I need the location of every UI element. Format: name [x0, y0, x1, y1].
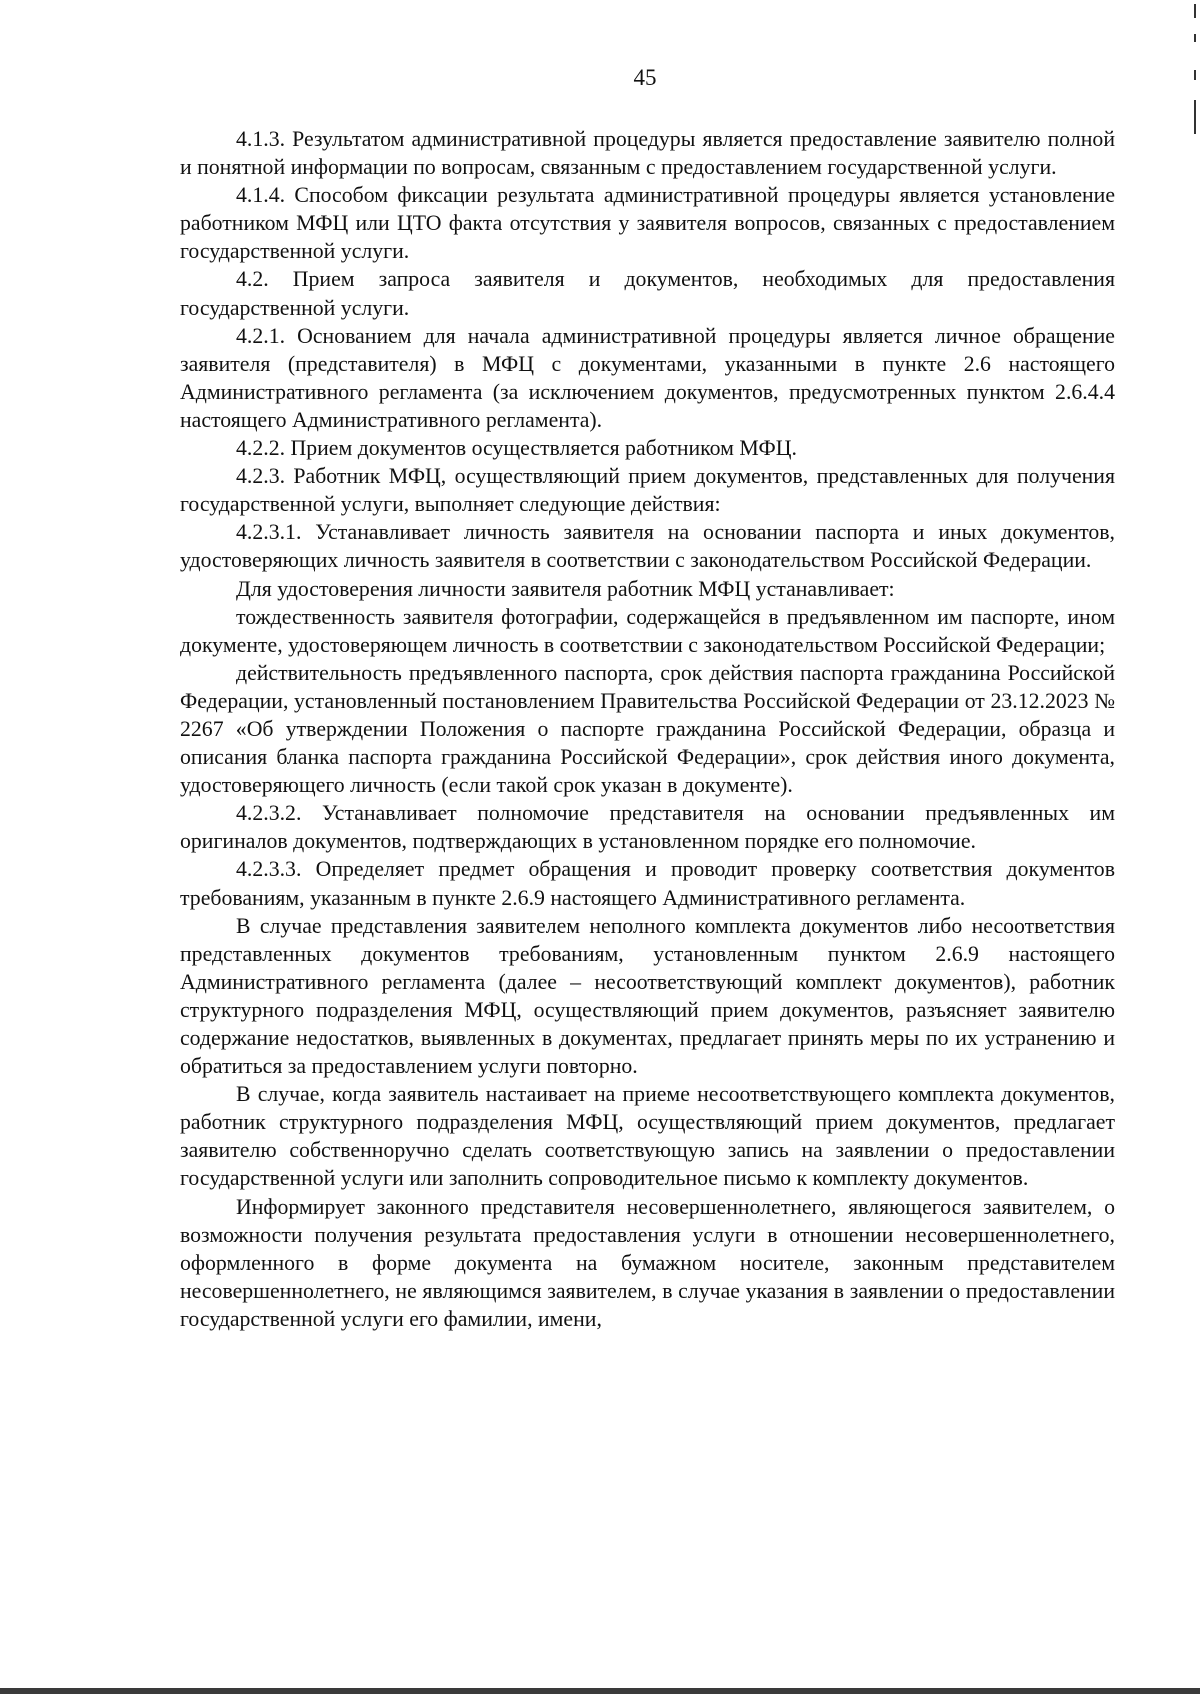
- scan-edge-marks: [1188, 0, 1200, 150]
- paragraph-4-2-2: 4.2.2. Прием документов осуществляется работником МФЦ.: [236, 436, 797, 461]
- paragraph-4-2-3: 4.2.3. Работник МФЦ, осуществляющий прием документов, представленных для получения государственной услуги, выполняет следующие действия:: [180, 464, 1115, 517]
- scan-mark: [1194, 70, 1196, 80]
- scan-mark: [1194, 34, 1196, 42]
- paragraph-minor-representative: Информирует законного представителя несовершеннолетнего, являющегося заявителем, о возможности получения результата предоставления услуги в отношении несовершеннолетнего, оформленного в форме документа на бумажном носителе, законным представителем несовершеннолетнего, не являющимся заявителем, в случае указания в заявлении о предоставлении государственной услуги его фамилии, имени,: [180, 1194, 1115, 1331]
- page-number: 45: [633, 65, 657, 90]
- paragraph-4-2-3-3: 4.2.3.3. Определяет предмет обращения и проводит проверку соответствия документов требованиям, указанным в пункте 2.6.9 настоящего Административного регламента.: [180, 857, 1115, 910]
- paragraph-4-1-3: 4.1.3. Результатом административной процедуры является предоставление заявителю полной и понятной информации по вопросам, связанным с предоставлением государственной услуги.: [180, 127, 1115, 180]
- scan-mark: [1194, 4, 1196, 18]
- paragraph-4-2-3-2: 4.2.3.2. Устанавливает полномочие представителя на основании предъявленных им оригиналов документов, подтверждающих в установленном порядке его полномочие.: [180, 801, 1115, 854]
- scan-bottom-edge: [0, 1688, 1200, 1694]
- document-body: [180, 125, 1115, 1333]
- scan-mark: [1194, 100, 1196, 134]
- paragraph-applicant-insists: В случае, когда заявитель настаивает на приеме несоответствующего комплекта документов, работник структурного подразделения МФЦ, осуществляющий прием документов, предлагает заявителю собственноручно сделать соответствующую запись на заявлении о предоставлении государственной услуги или заполнить сопроводительное письмо к комплекту документов.: [180, 1082, 1115, 1191]
- paragraph-4-1-4: 4.1.4. Способом фиксации результата административной процедуры является установление работником МФЦ или ЦТО факта отсутствия у заявителя вопросов, связанных с предоставлением государственной услуги.: [180, 183, 1115, 264]
- paragraph-4-2-3-1: 4.2.3.1. Устанавливает личность заявителя на основании паспорта и иных документов, удостоверяющих личность заявителя в соответствии с законодательством Российской Федерации.: [180, 520, 1115, 573]
- paragraph-4-2-1: 4.2.1. Основанием для начала административной процедуры является личное обращение заявителя (представителя) в МФЦ с документами, указанными в пункте 2.6 настоящего Административного регламента (за исключением документов, предусмотренных пунктом 2.6.4.4 настоящего Административного регламента).: [180, 323, 1115, 432]
- paragraph-passport-validity: действительность предъявленного паспорта, срок действия паспорта гражданина Российской Федерации, установленный постановлением Правительства Российской Федерации от 23.12.2023 № 2267 «Об утверждении Положения о паспорте гражданина Российской Федерации, образца и описания бланка паспорта гражданина Российской Федерации», срок действия иного документа, удостоверяющего личность (если такой срок указан в документе).: [180, 660, 1115, 798]
- paragraph-incomplete-documents: В случае представления заявителем неполного комплекта документов либо несоответствия представленных документов требованиям, установленным пунктом 2.6.9 настоящего Административного регламента (далее – несоответствующий комплект документов), работник структурного подразделения МФЦ, осуществляющий прием документов, разъясняет заявителю содержание недостатков, выявленных в документах, предлагает принять меры по их устранению и обратиться за предоставлением услуги повторно.: [180, 913, 1115, 1079]
- paragraph-identity-check-intro: Для удостоверения личности заявителя работник МФЦ устанавливает:: [236, 576, 895, 601]
- paragraph-4-2: 4.2. Прием запроса заявителя и документов, необходимых для предоставления государственной услуги.: [180, 267, 1115, 320]
- paragraph-photo-identity: тождественность заявителя фотографии, содержащейся в предъявленном им паспорте, ином документе, удостоверяющем личность в соответствии с законодательством Российской Федерации;: [180, 604, 1115, 657]
